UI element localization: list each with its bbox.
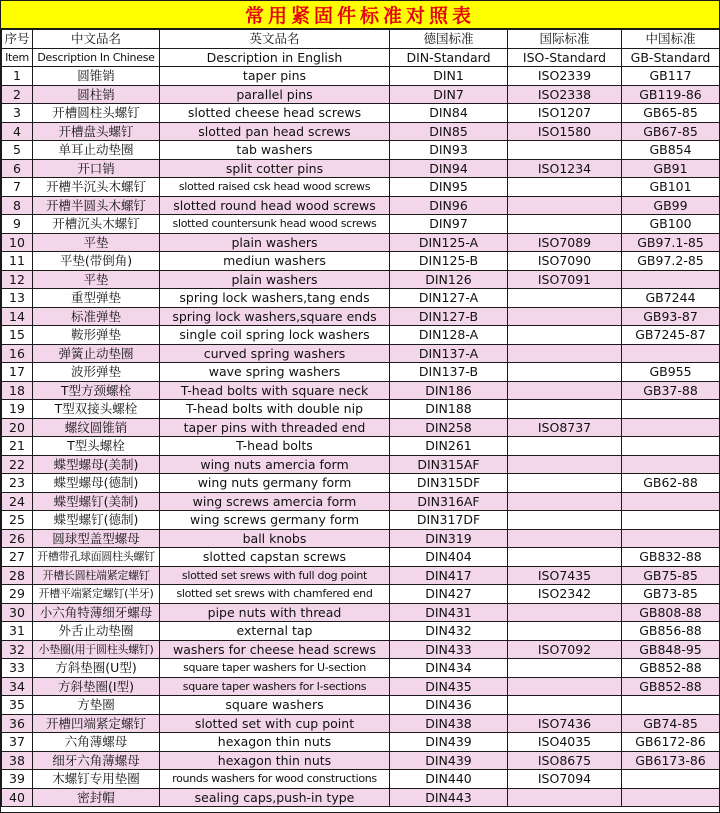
table-row	[2, 104, 720, 123]
row-number: 28	[2, 566, 33, 585]
header-cell: Description In Chinese	[33, 48, 160, 67]
row-number: 31	[2, 622, 33, 641]
gb-standard: GB119-86	[622, 85, 720, 104]
din-standard: DIN7	[390, 85, 508, 104]
description-english: washers for cheese head screws	[160, 640, 390, 659]
row-number: 24	[2, 492, 33, 511]
description-chinese: 圆锥销	[33, 67, 160, 86]
iso-standard	[508, 307, 622, 326]
description-chinese: 开口销	[33, 159, 160, 178]
header-cell: 中文品名	[33, 30, 160, 49]
description-chinese: 圆球型盖型螺母	[33, 529, 160, 548]
row-number: 34	[2, 677, 33, 696]
row-number: 9	[2, 215, 33, 234]
description-english: wing nuts germany form	[160, 474, 390, 493]
din-standard: DIN435	[390, 677, 508, 696]
iso-standard: ISO1580	[508, 122, 622, 141]
description-chinese: 蝶型螺钉(美制)	[33, 492, 160, 511]
din-standard: DIN94	[390, 159, 508, 178]
description-chinese: 密封帽	[33, 788, 160, 807]
description-english: mediun washers	[160, 252, 390, 271]
din-standard: DIN137-B	[390, 363, 508, 382]
description-chinese: 标准弹垫	[33, 307, 160, 326]
gb-standard	[622, 400, 720, 419]
din-standard: DIN443	[390, 788, 508, 807]
iso-standard	[508, 603, 622, 622]
description-english: parallel pins	[160, 85, 390, 104]
table-row	[2, 529, 720, 548]
description-chinese: 方斜垫圈(U型)	[33, 659, 160, 678]
gb-standard: GB73-85	[622, 585, 720, 604]
din-standard: DIN127-A	[390, 289, 508, 308]
row-number: 36	[2, 714, 33, 733]
table-row	[2, 622, 720, 641]
din-standard: DIN439	[390, 751, 508, 770]
iso-standard	[508, 622, 622, 641]
description-chinese: 蝶型螺钉(德制)	[33, 511, 160, 530]
iso-standard	[508, 696, 622, 715]
description-english: ball knobs	[160, 529, 390, 548]
description-chinese: 平垫	[33, 233, 160, 252]
row-number: 11	[2, 252, 33, 271]
din-standard: DIN319	[390, 529, 508, 548]
gb-standard: GB808-88	[622, 603, 720, 622]
table-row	[2, 603, 720, 622]
description-english: slotted set with cup point	[160, 714, 390, 733]
row-number: 7	[2, 178, 33, 197]
description-english: slotted raised csk head wood screws	[160, 178, 390, 197]
row-number: 37	[2, 733, 33, 752]
description-english: tab washers	[160, 141, 390, 160]
din-standard: DIN440	[390, 770, 508, 789]
din-standard: DIN127-B	[390, 307, 508, 326]
description-english: taper pins with threaded end	[160, 418, 390, 437]
din-standard: DIN261	[390, 437, 508, 456]
iso-standard: ISO7092	[508, 640, 622, 659]
table-row	[2, 751, 720, 770]
gb-standard: GB955	[622, 363, 720, 382]
description-chinese: 波形弹垫	[33, 363, 160, 382]
table-row	[2, 289, 720, 308]
row-number: 26	[2, 529, 33, 548]
iso-standard	[508, 437, 622, 456]
table-row	[2, 326, 720, 345]
row-number: 17	[2, 363, 33, 382]
gb-standard	[622, 770, 720, 789]
description-english: square washers	[160, 696, 390, 715]
row-number: 20	[2, 418, 33, 437]
row-number: 3	[2, 104, 33, 123]
gb-standard: GB852-88	[622, 659, 720, 678]
gb-standard	[622, 418, 720, 437]
iso-standard	[508, 474, 622, 493]
description-chinese: T型双接头螺栓	[33, 400, 160, 419]
table-row	[2, 437, 720, 456]
description-chinese: 蝶型螺母(美制)	[33, 455, 160, 474]
din-standard: DIN438	[390, 714, 508, 733]
gb-standard: GB101	[622, 178, 720, 197]
table-row	[2, 585, 720, 604]
description-chinese: 开槽半沉头木螺钉	[33, 178, 160, 197]
description-chinese: 平垫	[33, 270, 160, 289]
description-english: hexagon thin nuts	[160, 733, 390, 752]
gb-standard: GB97.1-85	[622, 233, 720, 252]
din-standard: DIN404	[390, 548, 508, 567]
iso-standard: ISO8737	[508, 418, 622, 437]
gb-standard: GB99	[622, 196, 720, 215]
din-standard: DIN188	[390, 400, 508, 419]
gb-standard: GB37-88	[622, 381, 720, 400]
row-number: 1	[2, 67, 33, 86]
description-chinese: 开槽盘头螺钉	[33, 122, 160, 141]
table-row	[2, 381, 720, 400]
description-english: plain washers	[160, 270, 390, 289]
iso-standard: ISO2339	[508, 67, 622, 86]
row-number: 2	[2, 85, 33, 104]
din-standard: DIN436	[390, 696, 508, 715]
description-chinese: 圆柱销	[33, 85, 160, 104]
description-chinese: 开槽凹端紧定螺钉	[33, 714, 160, 733]
description-chinese: 重型弹垫	[33, 289, 160, 308]
iso-standard: ISO8675	[508, 751, 622, 770]
iso-standard: ISO4035	[508, 733, 622, 752]
din-standard: DIN439	[390, 733, 508, 752]
gb-standard: GB67-85	[622, 122, 720, 141]
gb-standard: GB832-88	[622, 548, 720, 567]
iso-standard	[508, 677, 622, 696]
gb-standard: GB62-88	[622, 474, 720, 493]
header-cell: 中国标准	[622, 30, 720, 49]
din-standard: DIN125-B	[390, 252, 508, 271]
description-chinese: 螺纹圆锥销	[33, 418, 160, 437]
row-number: 21	[2, 437, 33, 456]
description-english: sealing caps,push-in type	[160, 788, 390, 807]
table-row	[2, 714, 720, 733]
description-chinese: 细牙六角薄螺母	[33, 751, 160, 770]
gb-standard: GB6173-86	[622, 751, 720, 770]
iso-standard: ISO2342	[508, 585, 622, 604]
description-chinese: 开槽圆柱头螺钉	[33, 104, 160, 123]
row-number: 4	[2, 122, 33, 141]
description-english: slotted set srews with chamfered end	[160, 585, 390, 604]
description-english: slotted countersunk head wood screws	[160, 215, 390, 234]
gb-standard: GB75-85	[622, 566, 720, 585]
header-cell: DIN-Standard	[390, 48, 508, 67]
row-number: 35	[2, 696, 33, 715]
description-english: T-head bolts	[160, 437, 390, 456]
iso-standard	[508, 511, 622, 530]
gb-standard: GB6172-86	[622, 733, 720, 752]
table-row	[2, 492, 720, 511]
iso-standard	[508, 788, 622, 807]
row-number: 5	[2, 141, 33, 160]
description-english: wing nuts amercia form	[160, 455, 390, 474]
din-standard: DIN434	[390, 659, 508, 678]
description-chinese: 鞍形弹垫	[33, 326, 160, 345]
table-row	[2, 196, 720, 215]
table-row	[2, 252, 720, 271]
row-number: 40	[2, 788, 33, 807]
row-number: 13	[2, 289, 33, 308]
row-number: 12	[2, 270, 33, 289]
table-row	[2, 270, 720, 289]
gb-standard: GB91	[622, 159, 720, 178]
description-chinese: 开槽平端紧定螺钉(半牙)	[33, 585, 160, 604]
iso-standard	[508, 196, 622, 215]
table-row	[2, 566, 720, 585]
din-standard: DIN97	[390, 215, 508, 234]
description-chinese: 方斜垫圈(I型)	[33, 677, 160, 696]
gb-standard: GB97.2-85	[622, 252, 720, 271]
din-standard: DIN258	[390, 418, 508, 437]
table-row	[2, 233, 720, 252]
description-chinese: 木螺钉专用垫圈	[33, 770, 160, 789]
table-row	[2, 511, 720, 530]
row-number: 14	[2, 307, 33, 326]
row-number: 18	[2, 381, 33, 400]
iso-standard	[508, 529, 622, 548]
table-row	[2, 548, 720, 567]
table-row	[2, 788, 720, 807]
gb-standard: GB852-88	[622, 677, 720, 696]
gb-standard: GB74-85	[622, 714, 720, 733]
iso-standard: ISO7091	[508, 270, 622, 289]
row-number: 38	[2, 751, 33, 770]
gb-standard: GB117	[622, 67, 720, 86]
gb-standard	[622, 788, 720, 807]
description-english: hexagon thin nuts	[160, 751, 390, 770]
din-standard: DIN427	[390, 585, 508, 604]
din-standard: DIN96	[390, 196, 508, 215]
header-cell: 英文品名	[160, 30, 390, 49]
iso-standard	[508, 363, 622, 382]
table-row	[2, 696, 720, 715]
description-english: square taper washers for U-section	[160, 659, 390, 678]
row-number: 30	[2, 603, 33, 622]
din-standard: DIN95	[390, 178, 508, 197]
table-row	[2, 400, 720, 419]
description-english: rounds washers for wood constructions	[160, 770, 390, 789]
description-english: plain washers	[160, 233, 390, 252]
gb-standard	[622, 696, 720, 715]
description-chinese: 弹簧止动垫圈	[33, 344, 160, 363]
iso-standard	[508, 215, 622, 234]
iso-standard	[508, 326, 622, 345]
header-cell: GB-Standard	[622, 48, 720, 67]
din-standard: DIN186	[390, 381, 508, 400]
row-number: 29	[2, 585, 33, 604]
description-english: wing screws amercia form	[160, 492, 390, 511]
iso-standard	[508, 178, 622, 197]
description-english: curved spring washers	[160, 344, 390, 363]
iso-standard	[508, 400, 622, 419]
row-number: 33	[2, 659, 33, 678]
gb-standard	[622, 344, 720, 363]
din-standard: DIN433	[390, 640, 508, 659]
header-cell: 德国标准	[390, 30, 508, 49]
description-english: slotted cheese head screws	[160, 104, 390, 123]
iso-standard	[508, 344, 622, 363]
description-chinese: 开槽半圆头木螺钉	[33, 196, 160, 215]
table-row	[2, 640, 720, 659]
iso-standard	[508, 548, 622, 567]
iso-standard	[508, 381, 622, 400]
table-row	[2, 455, 720, 474]
table-row	[2, 67, 720, 86]
row-number: 19	[2, 400, 33, 419]
table-row	[2, 141, 720, 160]
description-english: T-head bolts with square neck	[160, 381, 390, 400]
gb-standard	[622, 511, 720, 530]
description-chinese: T型方颈螺栓	[33, 381, 160, 400]
table-row	[2, 178, 720, 197]
row-number: 27	[2, 548, 33, 567]
row-number: 10	[2, 233, 33, 252]
din-standard: DIN125-A	[390, 233, 508, 252]
iso-standard	[508, 455, 622, 474]
description-chinese: 开槽带孔球面圆柱头螺钉	[33, 548, 160, 567]
iso-standard	[508, 289, 622, 308]
iso-standard: ISO7436	[508, 714, 622, 733]
description-english: wing screws germany form	[160, 511, 390, 530]
table-row	[2, 474, 720, 493]
din-standard: DIN315DF	[390, 474, 508, 493]
table-row	[2, 677, 720, 696]
din-standard: DIN137-A	[390, 344, 508, 363]
row-number: 39	[2, 770, 33, 789]
gb-standard: GB854	[622, 141, 720, 160]
iso-standard: ISO1207	[508, 104, 622, 123]
gb-standard	[622, 455, 720, 474]
row-number: 15	[2, 326, 33, 345]
din-standard: DIN315AF	[390, 455, 508, 474]
header-cell: 序号	[2, 30, 33, 49]
standards-table	[1, 29, 720, 807]
gb-standard: GB7245-87	[622, 326, 720, 345]
header-cell: Description in English	[160, 48, 390, 67]
row-number: 6	[2, 159, 33, 178]
description-chinese: 小垫圈(用于圆柱头螺钉)	[33, 640, 160, 659]
iso-standard: ISO1234	[508, 159, 622, 178]
description-english: spring lock washers,tang ends	[160, 289, 390, 308]
description-chinese: T型头螺栓	[33, 437, 160, 456]
description-english: slotted pan head screws	[160, 122, 390, 141]
iso-standard: ISO7094	[508, 770, 622, 789]
gb-standard: GB7244	[622, 289, 720, 308]
table-row	[2, 159, 720, 178]
description-english: single coil spring lock washers	[160, 326, 390, 345]
row-number: 32	[2, 640, 33, 659]
gb-standard	[622, 437, 720, 456]
description-chinese: 小六角特薄细牙螺母	[33, 603, 160, 622]
gb-standard: GB93-87	[622, 307, 720, 326]
header-cell: ISO-Standard	[508, 48, 622, 67]
table-row	[2, 363, 720, 382]
description-chinese: 六角薄螺母	[33, 733, 160, 752]
din-standard: DIN1	[390, 67, 508, 86]
description-english: spring lock washers,square ends	[160, 307, 390, 326]
din-standard: DIN317DF	[390, 511, 508, 530]
din-standard: DIN128-A	[390, 326, 508, 345]
din-standard: DIN93	[390, 141, 508, 160]
row-number: 16	[2, 344, 33, 363]
row-number: 23	[2, 474, 33, 493]
table-row	[2, 215, 720, 234]
iso-standard	[508, 492, 622, 511]
description-chinese: 单耳止动垫圈	[33, 141, 160, 160]
description-english: taper pins	[160, 67, 390, 86]
din-standard: DIN84	[390, 104, 508, 123]
gb-standard: GB848-95	[622, 640, 720, 659]
description-english: slotted capstan screws	[160, 548, 390, 567]
gb-standard	[622, 270, 720, 289]
gb-standard: GB100	[622, 215, 720, 234]
description-chinese: 蝶型螺母(德制)	[33, 474, 160, 493]
row-number: 8	[2, 196, 33, 215]
iso-standard	[508, 659, 622, 678]
header-cell: 国际标准	[508, 30, 622, 49]
sheet-title: 常用紧固件标准对照表	[1, 1, 719, 29]
iso-standard	[508, 141, 622, 160]
row-number: 25	[2, 511, 33, 530]
header-row-chinese	[2, 30, 720, 49]
din-standard: DIN85	[390, 122, 508, 141]
description-english: external tap	[160, 622, 390, 641]
description-english: slotted round head wood screws	[160, 196, 390, 215]
table-row	[2, 733, 720, 752]
din-standard: DIN432	[390, 622, 508, 641]
din-standard: DIN316AF	[390, 492, 508, 511]
description-chinese: 平垫(带倒角)	[33, 252, 160, 271]
din-standard: DIN417	[390, 566, 508, 585]
table-row	[2, 85, 720, 104]
description-chinese: 方垫圈	[33, 696, 160, 715]
table-row	[2, 770, 720, 789]
gb-standard	[622, 492, 720, 511]
description-english: wave spring washers	[160, 363, 390, 382]
din-standard: DIN431	[390, 603, 508, 622]
iso-standard: ISO7435	[508, 566, 622, 585]
row-number: 22	[2, 455, 33, 474]
gb-standard: GB856-88	[622, 622, 720, 641]
header-row-english	[2, 48, 720, 67]
description-chinese: 外舌止动垫圈	[33, 622, 160, 641]
iso-standard: ISO7090	[508, 252, 622, 271]
iso-standard: ISO7089	[508, 233, 622, 252]
table-row	[2, 122, 720, 141]
description-chinese: 开槽长圆柱端紧定螺钉	[33, 566, 160, 585]
description-chinese: 开槽沉头木螺钉	[33, 215, 160, 234]
description-english: T-head bolts with double nip	[160, 400, 390, 419]
header-cell: Item	[2, 48, 33, 67]
table-row	[2, 418, 720, 437]
gb-standard	[622, 529, 720, 548]
table-row	[2, 344, 720, 363]
iso-standard: ISO2338	[508, 85, 622, 104]
table-row	[2, 659, 720, 678]
description-english: slotted set srews with full dog point	[160, 566, 390, 585]
description-english: square taper washers for I-sections	[160, 677, 390, 696]
table-row	[2, 307, 720, 326]
description-english: split cotter pins	[160, 159, 390, 178]
gb-standard: GB65-85	[622, 104, 720, 123]
din-standard: DIN126	[390, 270, 508, 289]
description-english: pipe nuts with thread	[160, 603, 390, 622]
